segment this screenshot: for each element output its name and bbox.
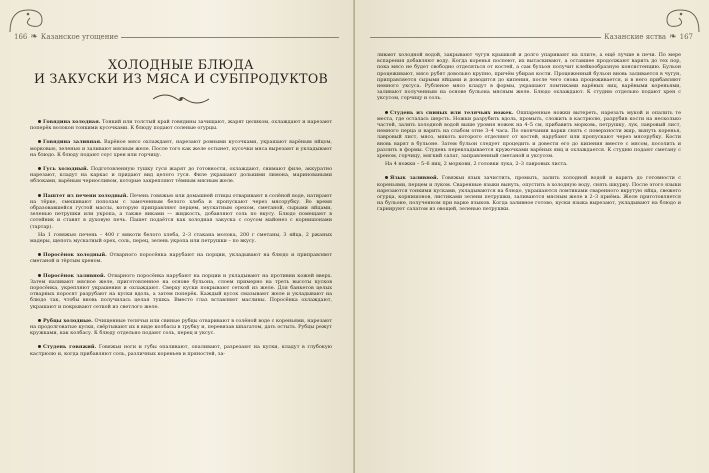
dish-text: Подготовленную тушку гуся жарят до готовности, охлаждают, снимают филе, аккуратно нарезают, кладут на каркас и придают вид целого гуся. Филе украшают долькими лимона, мариноваными яблоками, варёным черносливом, которые закрепляют тёмным мясным желе. [30,166,333,185]
dish-text: Отварного поросёнка нарубают на порции и укладывают на противни кожей вверх. Затем наливают мясное желе, приготовленное на основе бульона, слоем примерно на треть высоты кусков поросёнка, укрепляют украшения и охлаждают. Сверху куски покрывают сеткой из желе. Для банкетов целых отварных поросят разрубают на куски вдоль, а затем поперёк. Каждый кусок смазывают желе и укладывают на блюдо так, чтобы вновь получилась целая тушка. Вместо глаз вставляют маслины. Поросёнка охлаждают, украшают и покрывают сеткой из светлого желе. [30,272,332,310]
page-number-right: 167 [679,33,693,41]
page-number-left: 166 [14,33,28,41]
dish-text: Отварного поросёнка нарубают на порции, укладывают на блюдо и приправляют сметаной и тёртым хреном. [30,252,333,265]
bullet-icon [38,120,41,123]
ingredients-note [30,232,332,244]
bullet-icon [38,167,41,170]
bullet-icon [38,274,41,277]
dish-text: На 1 говяжью печень – 400 г мякоти белого хлеба, 2–3 стакана молока, 200 г сметаны, 3 яйца, 2 ржаных мадеры, щепоть мускатный орех, соль, перец, зелень укропа или петрушки – по вкусу. [30,231,332,245]
title-flourish-icon [149,91,213,107]
dish-name: Паштет из печени холодный. [43,192,129,199]
dish-entry [377,110,681,160]
dish-text: Тонкий или толстый край говядины зачищают, жарят целиком, охлаждают и нарезают поперёк волокон тонкими кусочками. К блюду подают соленые огурцы. [30,119,332,132]
running-head-rule [370,37,601,38]
bullet-icon [38,194,41,197]
bullet-icon [38,319,41,322]
dish-text: Варёное мясо охлаждают, нарезают ровными кусочками, украшают варёным яйцом, морковью, зеленью и заливают мясным желе. После того как желе остынет, кусочки мяса вырезают и укладывают на блюдо. К блюду подают соус хрен или горчицу. [30,139,332,158]
dish-entry [30,344,332,356]
bullet-icon [385,176,388,179]
bullet-icon [38,345,41,348]
dish-entry [30,252,332,264]
dish-text: Ошпаренные ножки вытереть, нарезать мукой и опалить те места, где осталась шерсть. Ножки разрубить вдоль, промыть, сложить в кастрюлю, разрубив кости на несколько частей, залить холодной водой выше уровня ножек на 4–5 см, прибавить морковь, петрушку, лук, лавровый лист, немного перца и варить на слабом огне 3–4 часа. По окончании варки снять с поверхности жир, вынуть коренья, лавровый лист, мясо, мякоть которого отделяют от костей, нарубают или пропускают через мясорубку. Кости вновь варят в бульоне. Затем бульон следует процедить и довести его до кипения вместе с мясом, посолить и разлить в формы. Студень перекладывается кружочками варёных яиц и охлаждается. К студню подают сметану с хреном, горчицу, мягкий салат, заправленный сметаной и уксусом. [377,109,682,160]
dish-text: На 4 ножки – 5–6 яиц, 2 моркови, 2 головки лука, 2–3 лавровых листа. [385,161,568,168]
dish-entry [30,166,332,185]
dish-name: Говядина заливная. [43,139,102,146]
running-head-left [14,28,342,46]
fleuron-icon: ❧ [30,31,38,42]
dish-name: Рубцы холодные. [43,317,93,324]
dish-name: Говядина холодная. [43,119,101,125]
continued-paragraph [377,52,681,102]
chapter-title-line-1: ХОЛОДНЫЕ БЛЮДА [108,57,254,72]
dish-text: Говяжьи язык зачистить, промыть, залить холодной водой и варить до готовности с кореньями, перцем и луком. Сваренные языки вынуть, опустить в холодную воду, снять шкурку. После этого языки нарезаются тонкими кусками, укладываются на блюдо, украшаются ломтиками сваренного вкрутую яйца, свежего огурца, корнишонов, листиками зелени петрушки, заливаются мясным желе в 2–3 приёма. Желе приготовляется на бульоне, полученном при варке языков. Когда заливное готово, куски языка вырезают, укладывают на блюдо и гарнируют салатом из овощей, зеленью петрушки. [377,175,682,213]
fleuron-icon: ❧ [669,31,677,42]
dish-text: Очищенные телячьи или свиные рубцы отваривают в солёной воде с кореньями, нарезают на продолговатые куски, свёртывают их в виде колбасы в трубку и, перевязав шпагатом, дать остыть. Рубцы режут кружками, как колбасу. К блюду отдельно подают соль, перец и уксус. [30,317,332,337]
dish-name: Язык заливной. [390,175,439,182]
dish-name: Поросёнок холодный. [43,252,107,259]
bullet-icon [385,111,388,114]
right-page-body [377,52,681,213]
dish-text: Печень говяжью или домашней птицы отваривают в солёной воде, натирают на тёрке, смешивают пополам с замоченным белого хлеба и пропускают через мясорубку. Во время образовавшейся густой массы, которую приправляют перцем, мускатным орехом, сметаной, сырыми яйцами, зеленью петрушки или укропа, а также яиками — жидкость, добавляют соль по вкусу. Блюдо помещают в сотейник и ставят в духовую печь. Пашет подаётся как холодная закуска с соусом майонез с корнишонами (тартар). [30,192,332,230]
dish-entry [377,175,681,212]
dish-name: Поросёнок заливной. [43,272,106,279]
left-page-body [30,119,332,357]
dish-text: Говяжьи ноги и губы опаливают, опаливают, разрезают на куски, кладут в глубокую кастрюлю и, когда прибавляют соль, различных кореньев и пряностей, за- [30,344,332,357]
dish-text: ливают холодной водой, закрывают чугун крышкой и долго упаривают на плите, а ещё лучше в печи. По мере вспарения добавляют воду. Когда коренья поспеют, их вытаскивают, а оставшее продолжают варить до тех пор, пока мясо не будет свободно отделяться от костей, а сам бульон получит клейкообразную консистенцию. Бульон процеживают, мясо рубят довольно крупно, причём убирая кости. Процеженный бульон вновь заливается в чугун, приправляется сырыми яйцами и доводится до кипения, после чего снова процеживается, и в него прибавляют немного уксуса. Рубленое мясо кладут в формы, украшают ломтиками варёных яиц, варёными кореньями, заливают полученным на основе бульона мясным желе. Блюдо охлаждают. К студню отдельно подают хрен с уксусом, горчицу и соль. [377,52,681,102]
dish-entry [30,273,332,310]
running-head-text-left: Казанское угощение [40,33,119,41]
running-head-rule [121,37,339,38]
ingredients-note [377,161,681,167]
left-page [0,0,354,473]
running-head-right [367,28,693,46]
dish-entry [30,139,332,158]
dish-name: Гусь холодный. [43,166,89,173]
right-page [355,0,709,473]
bullet-icon [38,253,41,256]
chapter-title [30,58,332,86]
dish-name: Студень из свиных или телячьих ножек. [390,109,514,116]
dish-entry [30,193,332,230]
dish-entry [30,318,332,337]
dish-name: Студень говяжий. [43,344,97,351]
chapter-title-line-2: И ЗАКУСКИ ИЗ МЯСА И СУБПРОДУКТОВ [33,71,329,86]
dish-entry [30,119,332,131]
bullet-icon [38,140,41,143]
running-head-text-right: Казанские яства [604,33,667,41]
